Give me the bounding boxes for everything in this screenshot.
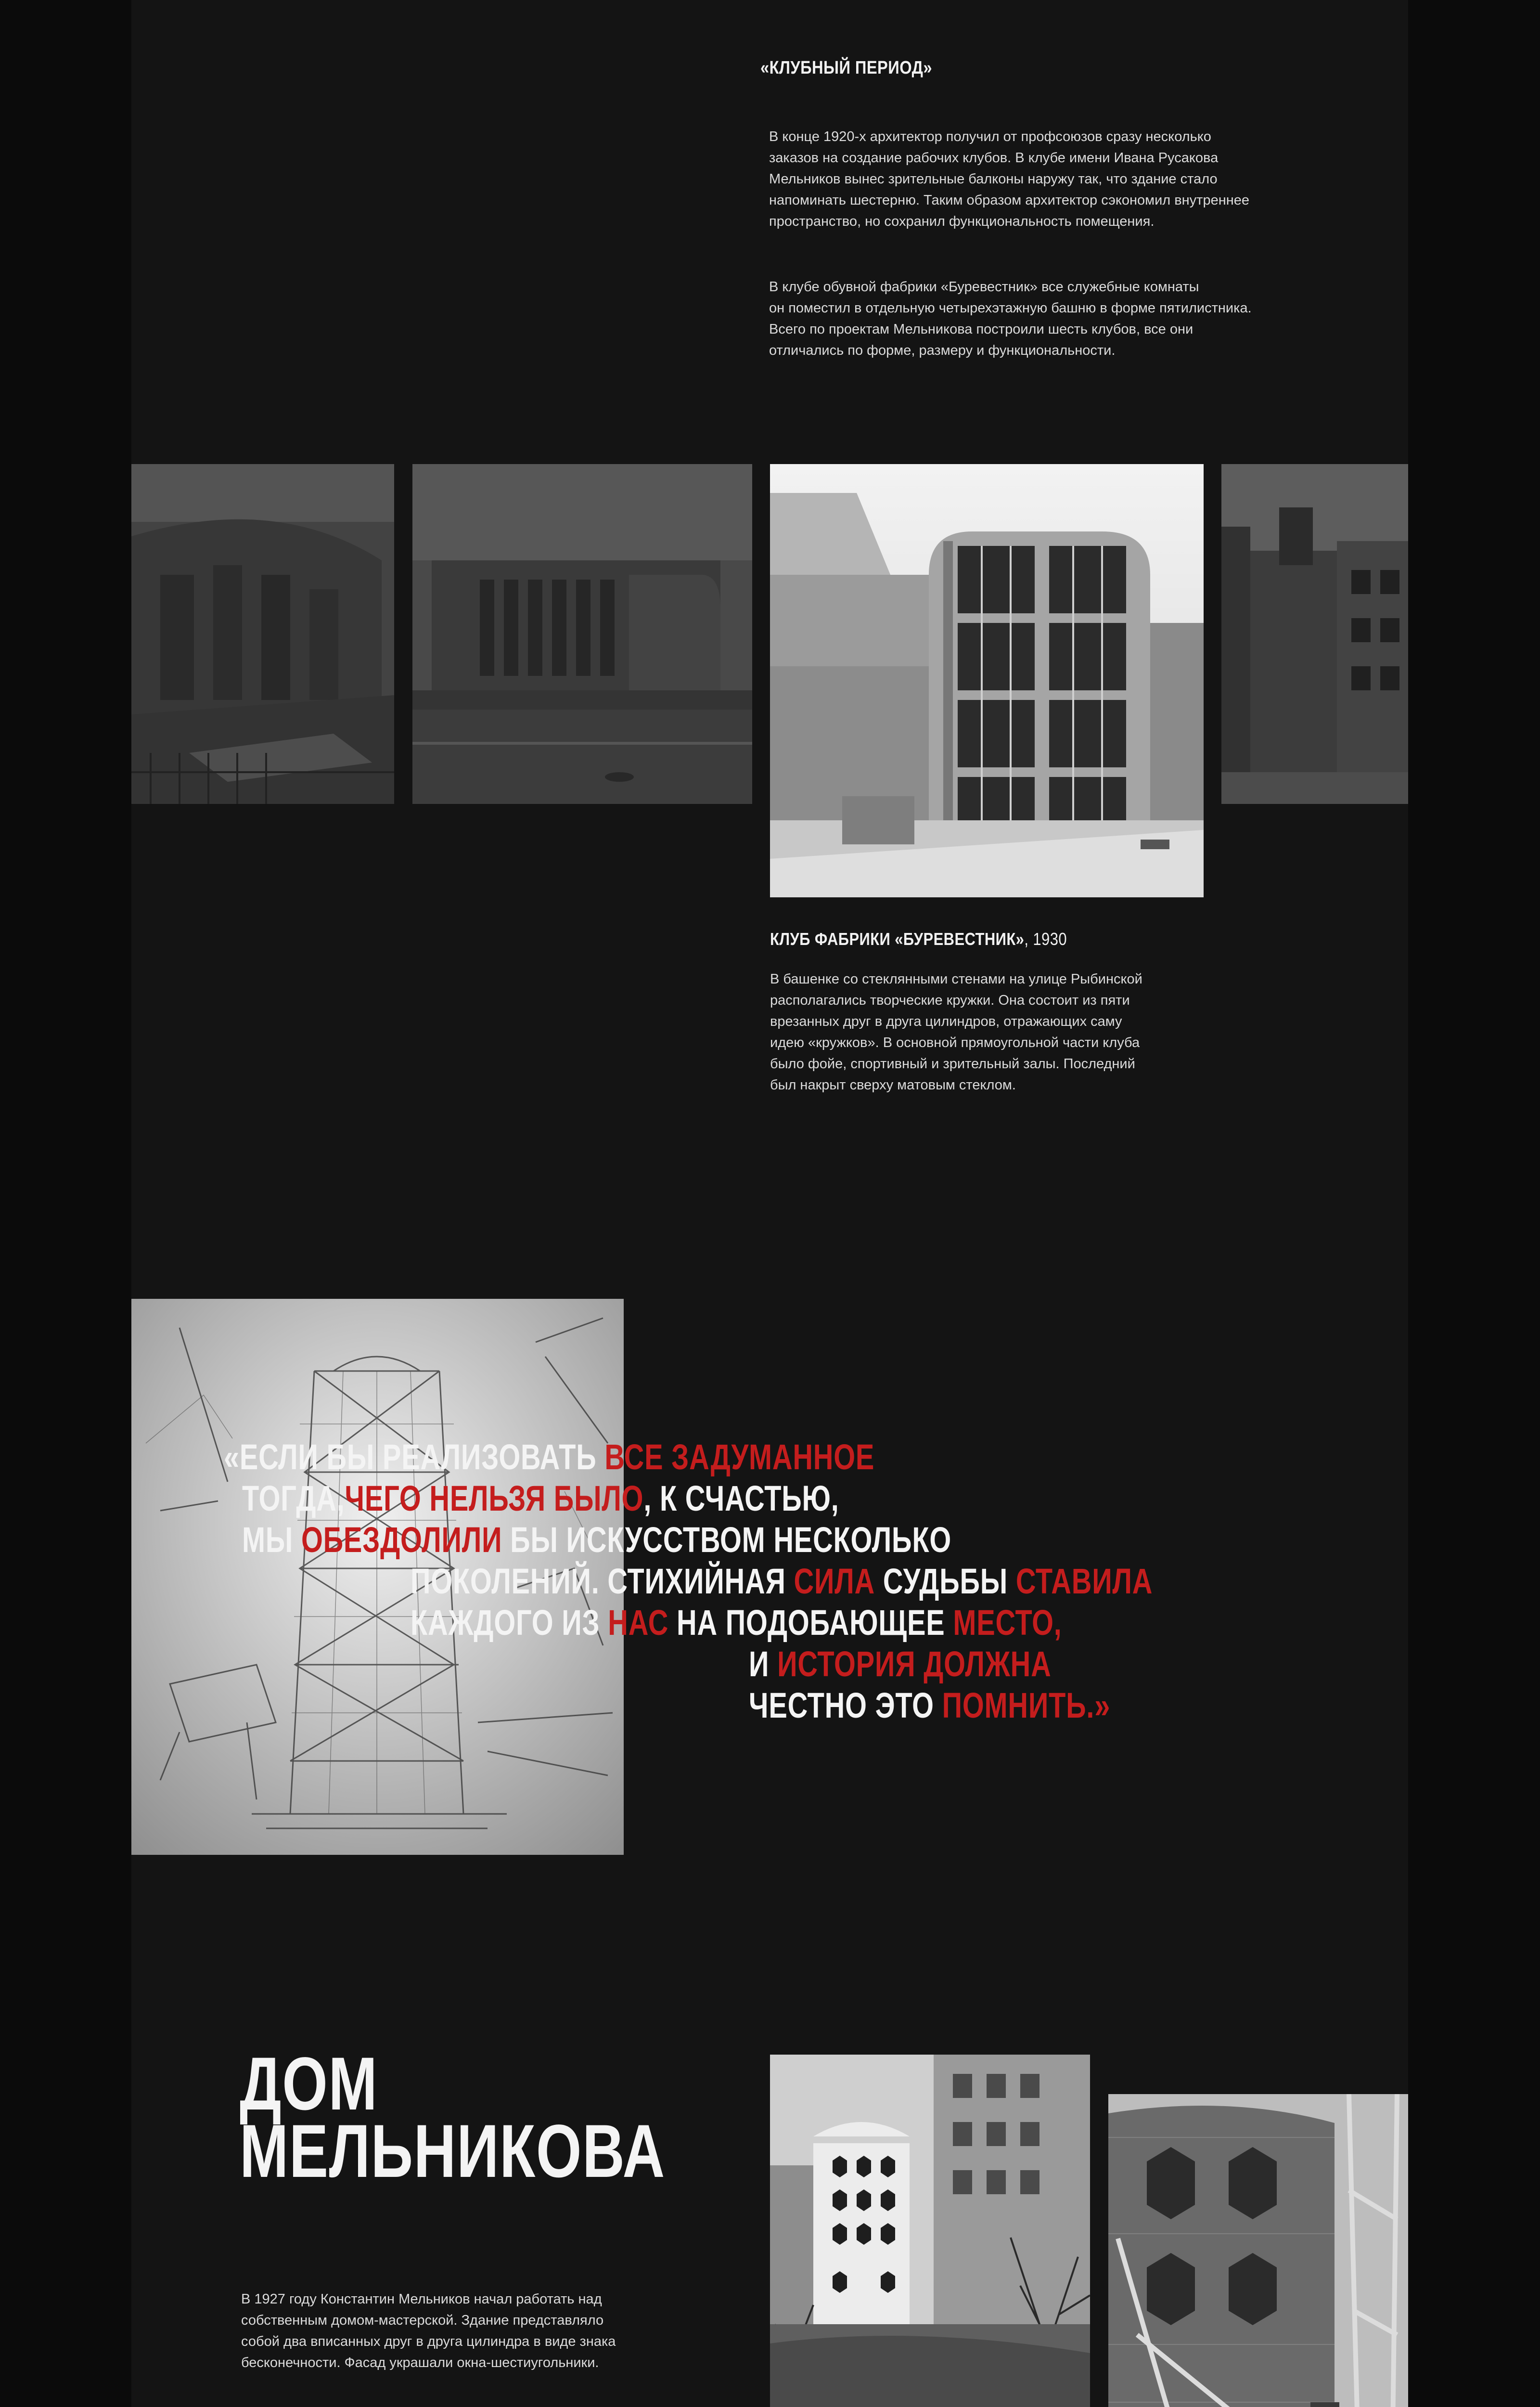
quote-line-7 (749, 1685, 1110, 1726)
quote-text: ПОКОЛЕНИЙ. СТИХИЙНАЯ (411, 1561, 794, 1601)
quote-text: БЫ ИСКУССТВОМ НЕСКОЛЬКО (502, 1520, 952, 1560)
quote-accent: МЕСТО, (953, 1603, 1062, 1643)
quote-text: , К СЧАСТЬЮ, (643, 1478, 839, 1518)
caption-year: , 1930 (1024, 929, 1067, 949)
club-period-paragraph-2: В клубе обувной фабрики «Буревестник» все служебные комнаты он поместил в отдельную четырехэтажную башню в форме пятилистника. Всего по проектам Мельникова построили шесть клубов, все они отличались по форме, размеру и функциональности. (769, 279, 1252, 358)
gallery-photo-kauchuk-club[interactable] (412, 464, 752, 804)
content-panel (131, 0, 1408, 2407)
quote-accent: СИЛА (794, 1561, 875, 1601)
quote-accent: ПОМНИТЬ.» (942, 1685, 1111, 1725)
club-period-paragraph-1: В конце 1920-х архитектор получил от профсоюзов сразу несколько заказов на создание рабочих клубов. В клубе имени Ивана Русакова Мельников вынес зрительные балконы наружу так, что здание стало напоминать шестерню. Таким образом архитектор сэкономил внутреннее пространство, но сохранил функциональность помещения. (769, 129, 1250, 229)
house-title-line-1: ДОМ (240, 2042, 378, 2126)
quote-line-5 (411, 1602, 1062, 1643)
house-text (241, 2267, 722, 2407)
quote-line-3 (242, 1519, 951, 1561)
quote-text: ЧЕСТНО ЭТО (749, 1685, 942, 1725)
quote-accent: НАС (608, 1603, 669, 1643)
house-photo-brick-construction[interactable] (1108, 2094, 1408, 2407)
gallery-photo-svoboda-club[interactable] (1221, 464, 1408, 804)
quote-line-1 (224, 1436, 874, 1478)
quote-text: МЫ (242, 1520, 301, 1560)
quote-accent: ОБЕЗДОЛИЛИ (301, 1520, 502, 1560)
gallery-photo-burevestnik-club[interactable] (770, 464, 1204, 897)
quote-text: НА ПОДОБАЮЩЕЕ (668, 1603, 953, 1643)
quote-line-6 (749, 1643, 1052, 1685)
caption-title-text: КЛУБ ФАБРИКИ «БУРЕВЕСТНИК» (770, 929, 1025, 949)
gallery-caption-text: В башенке со стеклянными стенами на улице Рыбинской располагались творческие кружки. Она состоит из пяти врезанных друг в друга цилиндров, отражающих саму идею «кружков». В основной прямоугольной части клуба было фойе, спортивный и зрительный залы. Последний был накрыт сверху матовым стеклом. (770, 971, 1142, 1093)
quote-text: КАЖДОГО ИЗ (411, 1603, 608, 1643)
quote-accent: СТАВИЛА (1015, 1561, 1153, 1601)
quote-text: СУДЬБЫ (875, 1561, 1016, 1601)
house-paragraph-1: В 1927 году Константин Мельников начал работать над собственным домом-мастерской. Здание представляло собой два вписанных друг в друга цилиндра в виде знака бесконечности. Фасад украшали окна-шестиугольники. (241, 2291, 616, 2370)
club-period-text (769, 105, 1408, 405)
quote-accent: ИСТОРИЯ ДОЛЖНА (777, 1644, 1052, 1684)
quote-accent: ЧЕГО НЕЛЬЗЯ БЫЛО (345, 1478, 644, 1518)
quote-line-4 (411, 1561, 1153, 1602)
quote-accent: ВСЕ ЗАДУМАННОЕ (604, 1437, 875, 1477)
quote-text: «ЕСЛИ БЫ РЕАЛИЗОВАТЬ (224, 1437, 605, 1477)
club-period-heading: «КЛУБНЫЙ ПЕРИОД» (760, 58, 932, 78)
gallery-photo-rusakov-club[interactable] (131, 464, 394, 804)
quote-text: И (749, 1644, 778, 1684)
quote-text: ТОГДА, (242, 1478, 345, 1518)
gallery-caption-title (770, 929, 1067, 949)
house-photo-exterior-winter[interactable] (770, 2055, 1090, 2407)
quote-line-2 (242, 1478, 839, 1519)
house-title-line-2: МЕЛЬНИКОВА (240, 2109, 666, 2193)
